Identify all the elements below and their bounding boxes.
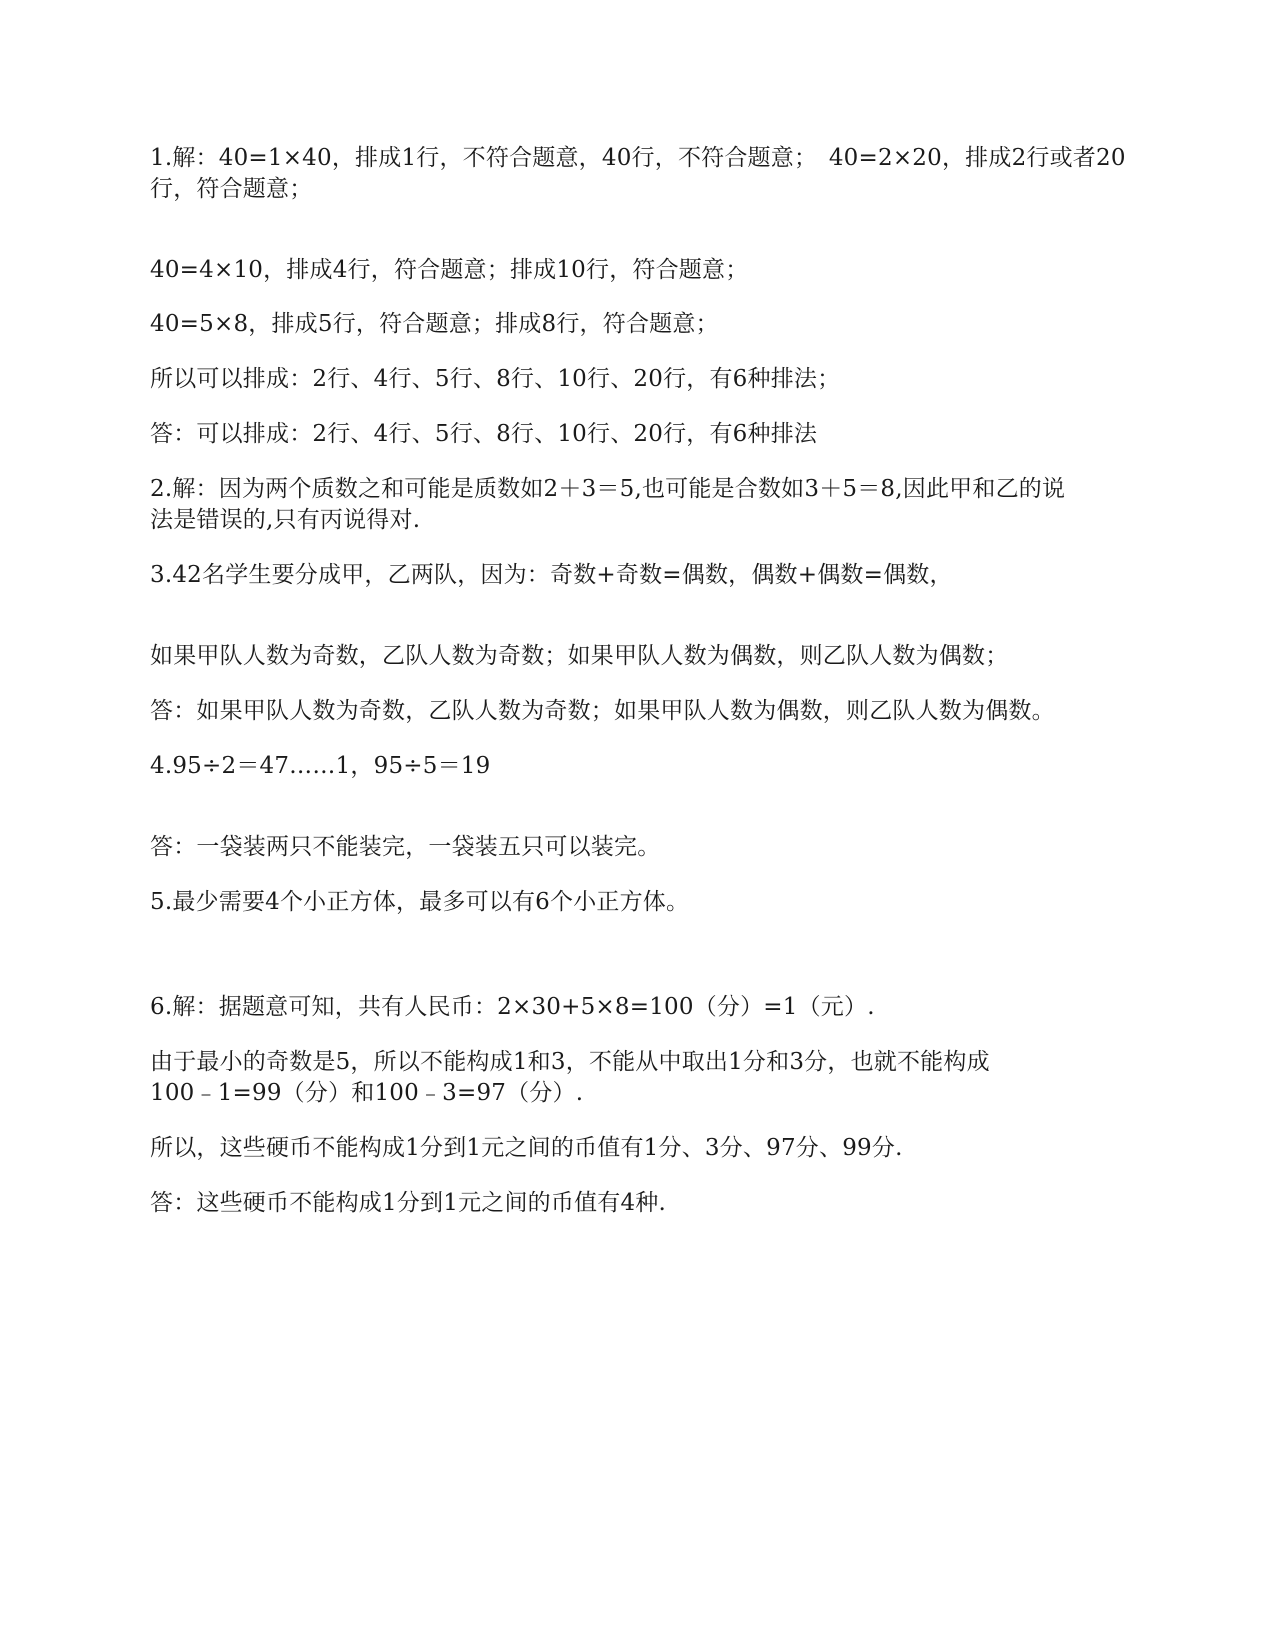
text-line: 4.95÷2＝47……1，95÷5＝19	[150, 753, 491, 779]
text-line: 答：可以排成：2行、4行、5行、8行、10行、20行，有6种排法	[150, 421, 818, 447]
text-line: 法是错误的,只有丙说得对.	[150, 507, 421, 533]
text-line: 由于最小的奇数是5，所以不能构成1和3，不能从中取出1分和3分，也就不能构成	[150, 1049, 990, 1075]
text-line: 3.42名学生要分成甲，乙两队，因为：奇数+奇数=偶数，偶数+偶数=偶数，	[150, 562, 953, 588]
text-line: 100﹣1=99（分）和100﹣3=97（分）.	[150, 1080, 584, 1106]
text-line: 40=5×8，排成5行，符合题意；排成8行，符合题意；	[150, 311, 719, 337]
text-line: 如果甲队人数为奇数，乙队人数为奇数；如果甲队人数为偶数，则乙队人数为偶数；	[150, 643, 1009, 669]
text-line: 答：一袋装两只不能装完，一袋装五只可以装完。	[150, 834, 661, 860]
text-line: 所以，这些硬币不能构成1分到1元之间的币值有1分、3分、97分、99分.	[150, 1135, 903, 1161]
text-line: 行，符合题意；	[150, 176, 313, 202]
text-line: 2.解：因为两个质数之和可能是质数如2＋3＝5,也可能是合数如3＋5＝8,因此甲和乙的说	[150, 476, 1066, 502]
text-line: 答：这些硬币不能构成1分到1元之间的币值有4种.	[150, 1190, 667, 1216]
text-line: 40=4×10，排成4行，符合题意；排成10行，符合题意；	[150, 257, 749, 283]
text-line: 答：如果甲队人数为奇数，乙队人数为奇数；如果甲队人数为偶数，则乙队人数为偶数。	[150, 698, 1055, 724]
text-line: 5.最少需要4个小正方体，最多可以有6个小正方体。	[150, 889, 690, 915]
text-line: 1.解：40=1×40，排成1行，不符合题意，40行，不符合题意； 40=2×20，排成2行或者20	[150, 145, 1126, 171]
text-line: 6.解：据题意可知，共有人民币：2×30+5×8=100（分）=1（元）.	[150, 994, 875, 1020]
text-line: 所以可以排成：2行、4行、5行、8行、10行、20行，有6种排法；	[150, 366, 841, 392]
